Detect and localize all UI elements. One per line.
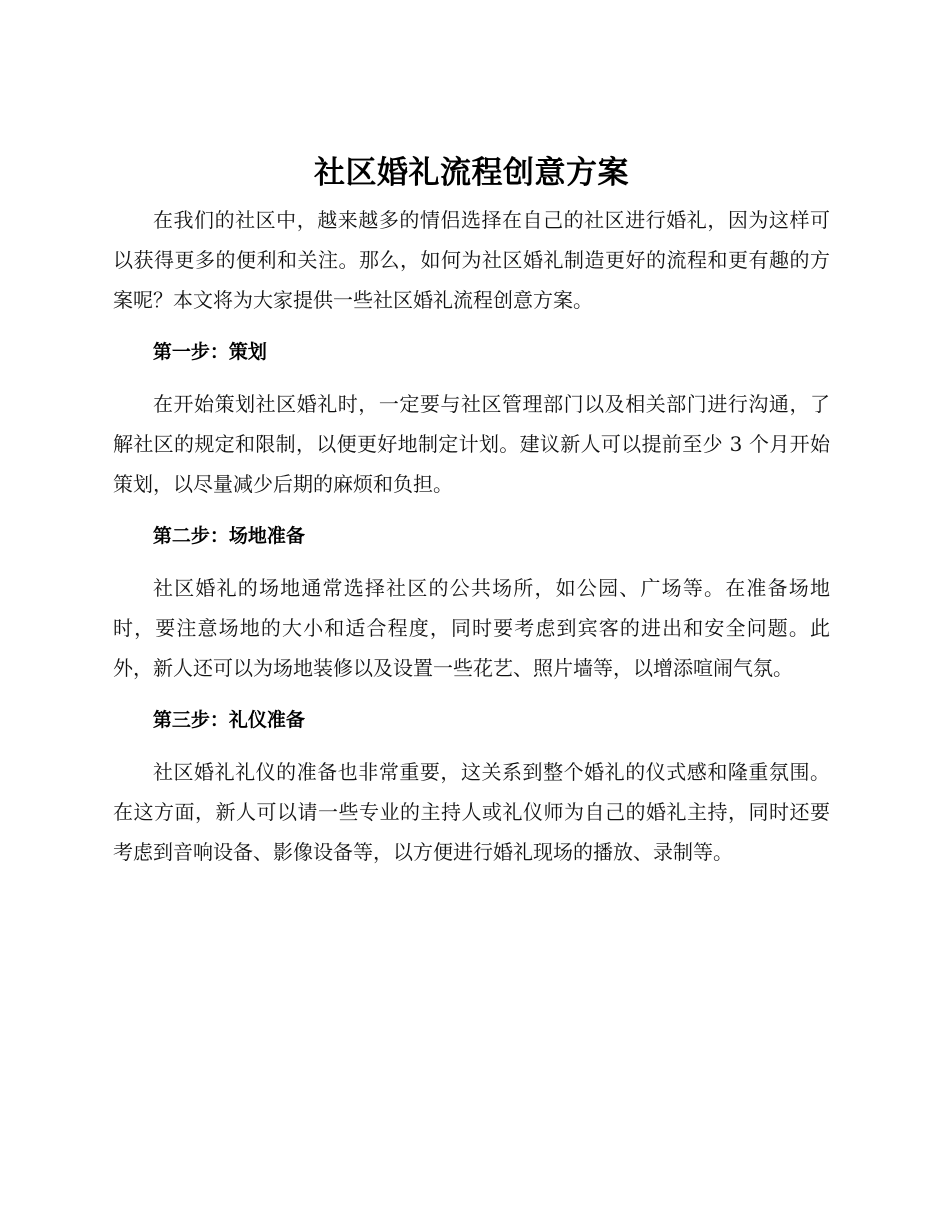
section-paragraph: 社区婚礼礼仪的准备也非常重要，这关系到整个婚礼的仪式感和隆重氛围。在这方面，新人可以请一些专业的主持人或礼仪师为自己的婚礼主持，同时还要考虑到音响设备、影像设备等，以方便进行婚礼现场的播放、录制等。 [113, 760, 830, 864]
intro-paragraph: 在我们的社区中，越来越多的情侣选择在自己的社区进行婚礼，因为这样可以获得更多的便利和关注。那么，如何为社区婚礼制造更好的流程和更有趣的方案呢？本文将为大家提供一些社区婚礼流程创意方案。 [113, 208, 830, 312]
section-heading: 第一步：策划 [152, 341, 267, 363]
section-heading: 第三步：礼仪准备 [152, 709, 305, 731]
section-planning [113, 332, 830, 504]
section-paragraph: 社区婚礼的场地通常选择社区的公共场所，如公园、广场等。在准备场地时，要注意场地的大小和适合程度，同时要考虑到宾客的进出和安全问题。此外，新人还可以为场地装修以及设置一些花艺、照片墙等，以增添喧闹气氛。 [113, 576, 830, 680]
document-title: 社区婚礼流程创意方案 [314, 155, 629, 191]
section-venue [113, 516, 830, 688]
section-paragraph: 在开始策划社区婚礼时，一定要与社区管理部门以及相关部门进行沟通，了解社区的规定和限制，以便更好地制定计划。建议新人可以提前至少 3 个月开始策划，以尽量减少后期的麻烦和负担。 [113, 392, 830, 496]
section-etiquette [113, 700, 830, 872]
document-body [113, 150, 830, 872]
section-heading: 第二步：场地准备 [152, 525, 305, 547]
